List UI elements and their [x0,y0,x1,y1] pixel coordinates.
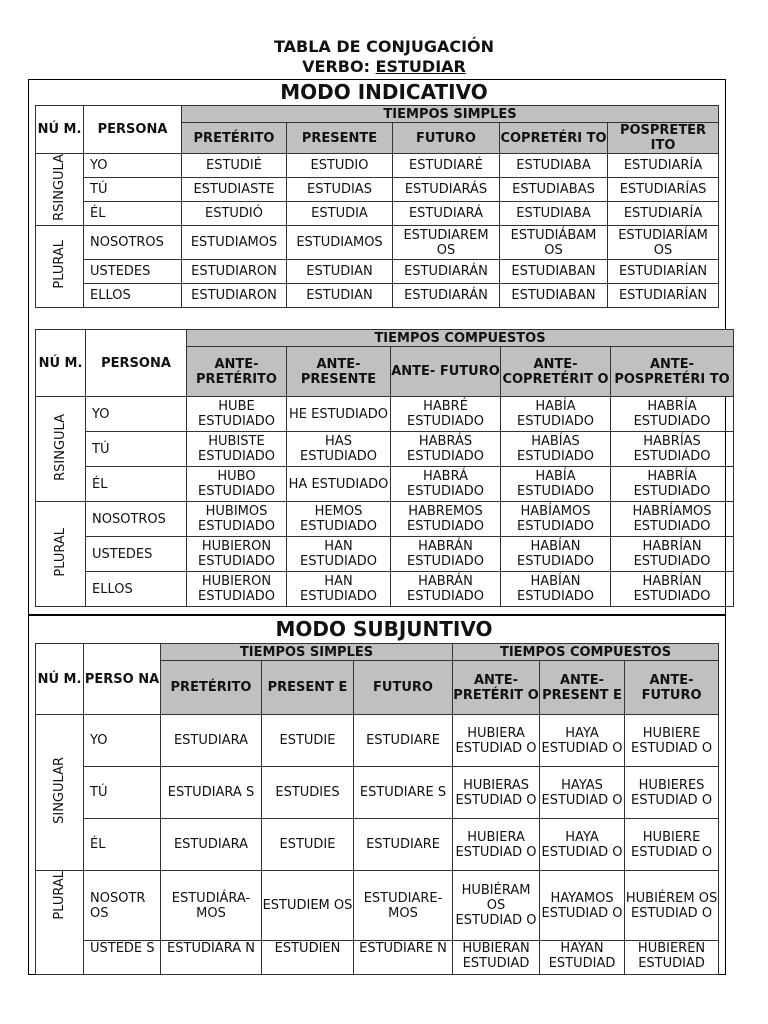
tense-header: POSPRETÉR ITO [608,123,719,154]
table-row [36,397,734,432]
conjugation-cell: HABRÉ ESTUDIADO [391,397,501,432]
conjugation-cell: ESTUDIARE N [354,941,453,975]
plural-label: PLURAL [53,527,68,577]
conjugation-cell: HUBIÉRAM OS ESTUDIAD O [453,871,540,941]
tense-header: ANTE- PRETÉRIT O [453,661,540,715]
conjugation-cell: ESTUDIES [262,767,354,819]
table-row [36,767,719,819]
persona-header: PERSONA [84,106,182,154]
conjugation-cell: HAYAN ESTUDIAD [540,941,625,975]
conjugation-cell: HABÍAN ESTUDIADO [501,572,611,607]
conjugation-cell: HABRÁN ESTUDIADO [391,572,501,607]
conjugation-cell: ESTUDIARA [161,819,262,871]
conjugation-cell: ESTUDIARÁ [393,202,500,226]
conjugation-cell: HUBIEREN ESTUDIAD [625,941,719,975]
tense-header: ANTE- FUTURO [391,347,501,397]
tense-header: ANTE- POSPRETÉRI TO [611,347,734,397]
conjugation-cell: ESTUDIARÉ [393,154,500,178]
conjugation-cell: ESTUDIA [287,202,393,226]
conjugation-cell: ESTUDIÓ [182,202,287,226]
num-header: NÚ M. [36,106,84,154]
conjugation-cell: ESTUDIARÁN [393,284,500,308]
conjugation-cell: ESTUDIARÍAS [608,178,719,202]
conjugation-cell: ESTUDIÁBAM OS [500,226,608,260]
conjugation-cell: ESTUDIABAN [500,260,608,284]
conjugation-cell: HABRÍA ESTUDIADO [611,467,734,502]
conjugation-cell: HUBIERA ESTUDIAD O [453,819,540,871]
conjugation-cell: ESTUDIARA N [161,941,262,975]
conjugation-cell: HABRÍAN ESTUDIADO [611,537,734,572]
persona-header: PERSO NA [84,644,161,715]
table-row [36,226,719,260]
table-row [36,537,734,572]
tiempos-simples-header: TIEMPOS SIMPLES [182,106,719,123]
tense-header: ANTE- COPRETÉRIT O [501,347,611,397]
conjugation-cell: ESTUDIARÍAN [608,260,719,284]
conjugation-cell: HUBISTE ESTUDIADO [187,432,287,467]
conjugation-cell: ESTUDIABA [500,154,608,178]
conjugation-cell: ESTUDIAMOS [287,226,393,260]
conjugation-cell: ESTUDIÉ [182,154,287,178]
conjugation-cell: HABRÍAMOS ESTUDIADO [611,502,734,537]
tense-header: FUTURO [393,123,500,154]
conjugation-cell: ESTUDIARON [182,260,287,284]
tense-header: ANTE- PRESENT E [540,661,625,715]
conjugation-cell: HABRÍAN ESTUDIADO [611,572,734,607]
persona-cell: NOSOTR OS [84,871,161,941]
conjugation-cell: HUBIERON ESTUDIADO [187,537,287,572]
indicativo-simples-table [35,105,719,308]
conjugation-cell: ESTUDIAS [287,178,393,202]
table-row [36,260,719,284]
tense-header: PRESENT E [262,661,354,715]
conjugation-cell: ESTUDIARE [354,715,453,767]
conjugation-cell: HUBIERE ESTUDIAD O [625,715,719,767]
tense-header: FUTURO [354,661,453,715]
table-row [36,572,734,607]
conjugation-cell: ESTUDIARE [354,819,453,871]
indicativo-compuestos-table [35,329,734,607]
table-row [36,432,734,467]
singular-label-cell [36,154,84,226]
num-header: NÚ M. [36,644,84,715]
conjugation-cell: ESTUDIASTE [182,178,287,202]
conjugation-cell: ESTUDIARÍA [608,154,719,178]
tiempos-compuestos-header: TIEMPOS COMPUESTOS [187,330,734,347]
conjugation-cell: HABÍA ESTUDIADO [501,467,611,502]
table-row [36,202,719,226]
conjugation-cell: HABREMOS ESTUDIADO [391,502,501,537]
conjugation-cell: ESTUDIARE S [354,767,453,819]
conjugation-cell: ESTUDIABAN [500,284,608,308]
tense-header: COPRETÉRI TO [500,123,608,154]
persona-cell: ÉL [86,467,187,502]
singular-label: RSINGULA [53,413,68,481]
conjugation-cell: ESTUDIARÍAN [608,284,719,308]
persona-cell: YO [84,154,182,178]
modo-indicativo-heading: MODO INDICATIVO [280,80,488,104]
table-row [36,871,719,941]
persona-cell: USTEDES [84,260,182,284]
conjugation-cell: ESTUDIABAS [500,178,608,202]
conjugation-cell: HABÍAMOS ESTUDIADO [501,502,611,537]
conjugation-cell: HAYA ESTUDIAD O [540,715,625,767]
conjugation-cell: ESTUDIAN [287,284,393,308]
conjugation-cell: HUBIERE ESTUDIAD O [625,819,719,871]
conjugation-cell: HUBIERAN ESTUDIAD [453,941,540,975]
table-row [36,715,719,767]
tense-header: ANTE- PRETÉRITO [187,347,287,397]
verb-title [0,57,768,76]
singular-label: RSINGULA [52,154,67,221]
conjugation-cell: ESTUDIARÁS [393,178,500,202]
conjugation-cell: ESTUDIÁRA- MOS [161,871,262,941]
conjugation-cell: ESTUDIAMOS [182,226,287,260]
conjugation-cell: HUBIÉREM OS ESTUDIAD O [625,871,719,941]
conjugation-cell: HAN ESTUDIADO [287,572,391,607]
singular-label-cell [36,715,84,871]
plural-label-cell [36,226,84,308]
persona-cell: ÉL [84,202,182,226]
conjugation-cell: HUBIERON ESTUDIADO [187,572,287,607]
conjugation-cell: HAN ESTUDIADO [287,537,391,572]
conjugation-cell: HABÍA ESTUDIADO [501,397,611,432]
conjugation-cell: HA ESTUDIADO [287,467,391,502]
singular-label-cell [36,397,86,502]
conjugation-cell: HAYAS ESTUDIAD O [540,767,625,819]
conjugation-cell: HABRÍAS ESTUDIADO [611,432,734,467]
conjugation-cell: ESTUDIEN [262,941,354,975]
conjugation-cell: ESTUDIABA [500,202,608,226]
persona-cell: TÚ [84,767,161,819]
singular-label: SINGULAR [52,757,67,824]
conjugation-cell: HUBIERES ESTUDIAD O [625,767,719,819]
conjugation-cell: HAYAMOS ESTUDIAD O [540,871,625,941]
num-header: NÚ M. [36,330,86,397]
conjugation-cell: ESTUDIARÁN [393,260,500,284]
persona-cell: TÚ [84,178,182,202]
tense-header: PRETÉRITO [182,123,287,154]
persona-cell: NOSOTROS [84,226,182,260]
conjugation-cell: HUBO ESTUDIADO [187,467,287,502]
conjugation-cell: HUBE ESTUDIADO [187,397,287,432]
table-row [36,941,719,975]
table-row [36,467,734,502]
verb-name: ESTUDIAR [375,57,466,76]
persona-cell: YO [86,397,187,432]
conjugation-cell: HABRÁN ESTUDIADO [391,537,501,572]
conjugation-cell: HAYA ESTUDIAD O [540,819,625,871]
tense-header: ANTE- FUTURO [625,661,719,715]
conjugation-cell: ESTUDIEM OS [262,871,354,941]
conjugation-cell: HEMOS ESTUDIADO [287,502,391,537]
persona-cell: TÚ [86,432,187,467]
conjugation-cell: HABÍAN ESTUDIADO [501,537,611,572]
conjugation-cell: ESTUDIE [262,819,354,871]
persona-cell: USTEDE S [84,941,161,975]
conjugation-cell: HE ESTUDIADO [287,397,391,432]
persona-cell: USTEDES [86,537,187,572]
conjugation-cell: HABÍAS ESTUDIADO [501,432,611,467]
conjugation-cell: HUBIERA ESTUDIAD O [453,715,540,767]
page-title: TABLA DE CONJUGACIÓN [273,37,495,56]
tense-header: ANTE- PRESENTE [287,347,391,397]
conjugation-cell: HUBIERAS ESTUDIAD O [453,767,540,819]
tiempos-compuestos-header: TIEMPOS COMPUESTOS [453,644,719,661]
table-row [36,154,719,178]
plural-label: PLURAL [52,240,67,289]
persona-header: PERSONA [86,330,187,397]
conjugation-cell: ESTUDIE [262,715,354,767]
conjugation-cell: ESTUDIARON [182,284,287,308]
conjugation-cell: ESTUDIARE- MOS [354,871,453,941]
persona-cell: YO [84,715,161,767]
conjugation-cell: ESTUDIARA [161,715,262,767]
conjugation-cell: HABRÍA ESTUDIADO [611,397,734,432]
conjugation-cell: ESTUDIAN [287,260,393,284]
modo-subjuntivo-heading: MODO SUBJUNTIVO [275,617,493,641]
conjugation-cell: ESTUDIAREM OS [393,226,500,260]
conjugation-cell: ESTUDIO [287,154,393,178]
conjugation-cell: HABRÁ ESTUDIADO [391,467,501,502]
persona-cell: NOSOTROS [86,502,187,537]
conjugation-cell: ESTUDIARA S [161,767,262,819]
conjugation-cell: ESTUDIARÍAM OS [608,226,719,260]
tiempos-simples-header: TIEMPOS SIMPLES [161,644,453,661]
conjugation-cell: ESTUDIARÍA [608,202,719,226]
conjugation-cell: HABRÁS ESTUDIADO [391,432,501,467]
tense-header: PRESENTE [287,123,393,154]
table-row [36,502,734,537]
subjuntivo-table [35,643,719,975]
conjugation-cell: HAS ESTUDIADO [287,432,391,467]
persona-cell: ELLOS [84,284,182,308]
conjugation-cell: HUBIMOS ESTUDIADO [187,502,287,537]
table-row [36,819,719,871]
table-row [36,284,719,308]
persona-cell: ÉL [84,819,161,871]
table-row [36,178,719,202]
plural-label: PLURAL [52,871,67,920]
plural-label-cell [36,871,84,975]
verb-label: VERBO: [302,57,376,76]
tense-header: PRETÉRITO [161,661,262,715]
persona-cell: ELLOS [86,572,187,607]
plural-label-cell [36,502,86,607]
